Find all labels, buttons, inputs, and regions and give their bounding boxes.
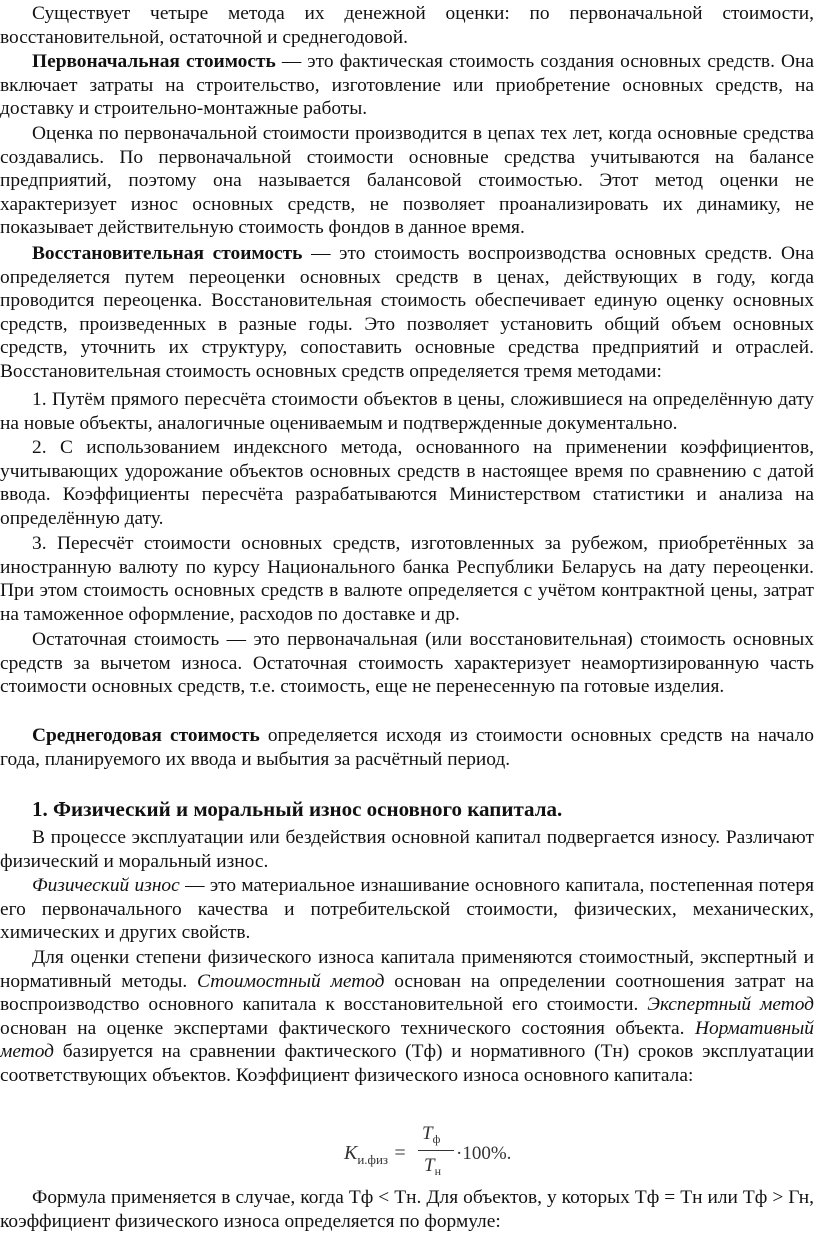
term-cost-method: Стоимостный метод [197,970,385,992]
paragraph-formula-condition: Формула применяется в случае, когда Тф < Тн. Для объектов, у которых Тф = Тн или Тф > Гн, коэффициент физического износа определяется по формуле: [0,1187,814,1232]
paragraph-valuation-methods: Существует четыре метода их денежной оценки: по первоначальной стоимости, восстановительной, остаточной и среднегодовой. [0,3,814,48]
formula-percent: ·100%. [456,1143,512,1164]
term-expert-method: Экспертный метод [647,994,814,1016]
term-normative-method: Нормативный метод [0,1017,814,1063]
formula-denominator: $T_н$ [424,1155,441,1178]
list-item-method-3: 3. Пересчёт стоимости основных средств, изготовленных за рубежом, приобретённых за иностранную валюту по курсу Национального банка Республики Беларусь на дату переоценки. При этом стоимость основных средств в валюте определяется с учётом контрактной цены, затрат на таможенное оформление, расходов по доставке и др. [0,533,814,625]
list-item-method-2: 2. С использованием индексного метода, основанного на применении коэффициентов, учитывающих удорожание объектов основных средств в настоящее время по сравнению с датой ввода. Коэффициенты пересчёта разрабатываются Министерством статистики и анализа на определённую дату. [0,437,814,529]
term-average-annual-cost: Среднегодовая стоимость [32,725,260,746]
paragraph-replacement-cost: Восстановительная стоимость — это стоимость воспроизводства основных средств. Она определяется путем переоценки основных средств в ценах, действующих в году, когда проводится переоценка. Восстановительная стоимость обеспечивает единую оценку основных средств, произведенных в разные годы. Это позволяет установить общий объем основных средств, уточнить их структуру, сопоставить основные средства предприятий и отраслей. Восстановительная стоимость основных средств определяется тремя методами: [0,243,814,382]
paragraph-depreciation-intro: В процессе эксплуатации или бездействия основной капитал подвергается износу. Различают физический и моральный износ. [0,827,814,872]
paragraph-average-annual-cost: Среднегодовая стоимость определяется исходя из стоимости основных средств на начало года, планируемого их ввода и выбытия за расчётный период. [0,725,814,770]
wear-coefficient-formula [344,1122,514,1184]
formula-lhs: $K_{и.физ}$ = [344,1142,407,1167]
formula-numerator: $T_ф$ [422,1123,441,1146]
fraction-bar [418,1150,454,1151]
term-initial-cost: Первоначальная стоимость [32,51,276,72]
paragraph-physical-wear: Физический износ — это материальное изнашивание основного капитала, постепенная потеря его первоначального качества и потребительской стоимости, физических, механических, химических и других свойств. [0,875,815,944]
term-physical-wear: Физический износ [32,875,180,896]
list-item-method-1: 1. Путём прямого пересчёта стоимости объектов в цены, сложившиеся на определённую дату на новые объекты, аналогичные оцениваемым и подтвержденные документально. [0,389,814,434]
term-replacement-cost: Восстановительная стоимость [32,243,303,264]
paragraph-initial-cost: Первоначальная стоимость — это фактическая стоимость создания основных средств. Она включает затраты на строительство, изготовление или приобретение основных средств, на доставку и строительно-монтажные работы. [0,51,814,120]
section-heading: 1. Физический и моральный износ основного капитала. [32,797,563,821]
paragraph-residual-cost: Остаточная стоимость — это первоначальная (или восстановительная) стоимость основных средств за вычетом износа. Остаточная стоимость характеризует неамортизированную часть стоимости основных средств, т.е. стоимость, еще не перенесенную па готовые изделия. [0,629,814,698]
paragraph-initial-cost-assessment: Оценка по первоначальной стоимости производится в цепах тех лет, когда основные средства создавались. По первоначальной стоимости основные средства учитываются на балансе предприятий, поэтому она называется балансовой стоимостью. Этот метод оценки не характеризует износ основных средств, не позволяет проанализировать их динамику, не показывает действительную стоимость фондов в данное время. [0,123,814,239]
paragraph-wear-methods: Для оценки степени физического износа капитала применяются стоимостный, экспертный и нормативный методы. Стоимостный метод основан на определении соотношения затрат на воспроизводство основного капитала к восстановительной его стоимости. Экспертный метод основан на оценке экспертами фактического технического состояния объекта. Нормативный метод базируется на сравнении фактического (Тф) и нормативного (Тн) сроков эксплуатации соответствующих объектов. Коэффициент физического износа основного капитала: [0,947,814,1086]
